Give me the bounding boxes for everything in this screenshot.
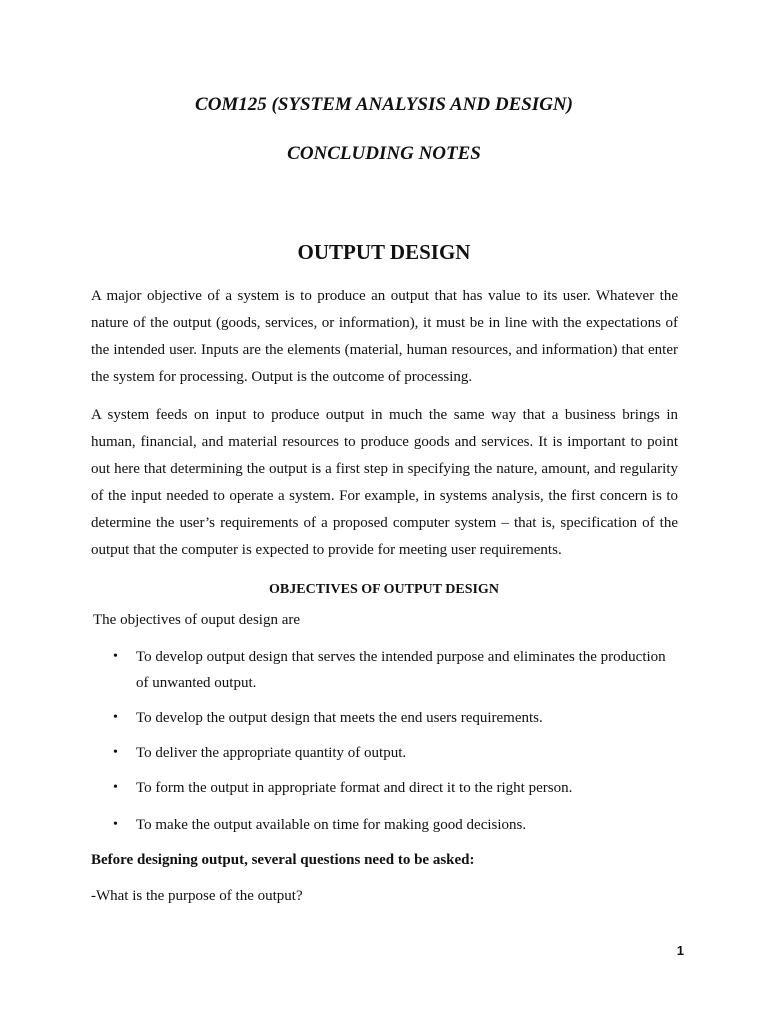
questions-heading: Before designing output, several questions need to be asked:: [91, 852, 475, 868]
bullet-icon: •: [113, 649, 118, 664]
notes-title: CONCLUDING NOTES: [287, 143, 481, 164]
list-item: [113, 740, 678, 766]
list-item: [113, 775, 678, 801]
objectives-intro: The objectives of ouput design are: [93, 612, 301, 628]
bullet-icon: •: [113, 710, 118, 725]
objectives-heading: OBJECTIVES OF OUTPUT DESIGN: [269, 582, 499, 597]
list-item-text: To deliver the appropriate quantity of output.: [136, 745, 407, 761]
list-item: [113, 644, 678, 696]
list-item: [113, 705, 678, 731]
course-title: COM125 (SYSTEM ANALYSIS AND DESIGN): [195, 94, 573, 115]
list-item-text: To develop the output design that meets the end users requirements.: [136, 710, 543, 726]
section-title: OUTPUT DESIGN: [297, 240, 471, 264]
list-item-text: To develop output design that serves the intended purpose and eliminates the production of unwanted output.: [136, 649, 666, 691]
bullet-icon: •: [113, 745, 118, 760]
list-item-text: To make the output available on time for making good decisions.: [136, 817, 527, 833]
paragraph: A system feeds on input to produce output in much the same way that a business brings in human, financial, and material resources to produce goods and services. It is important to point out here that determining the output is a first step in specifying the nature, amount, and regularity of the input needed to operate a system. For example, in systems analysis, the first concern is to determine the user’s requirements of a proposed computer system – that is, specification of the output that the computer is expected to provide for meeting user requirements.: [91, 407, 678, 558]
page-number: 1: [676, 943, 684, 958]
paragraph: A major objective of a system is to produce an output that has value to its user. Whatever the nature of the output (goods, services, or information), it must be in line with the expectations of the intended user. Inputs are the elements (material, human resources, and information) that enter the system for processing. Output is the outcome of processing.: [91, 288, 678, 385]
list-item-text: To form the output in appropriate format and direct it to the right person.: [136, 780, 573, 796]
bullet-icon: •: [113, 817, 118, 832]
list-item: [113, 812, 678, 838]
question-item: -What is the purpose of the output?: [91, 888, 303, 904]
bullet-icon: •: [113, 780, 118, 795]
